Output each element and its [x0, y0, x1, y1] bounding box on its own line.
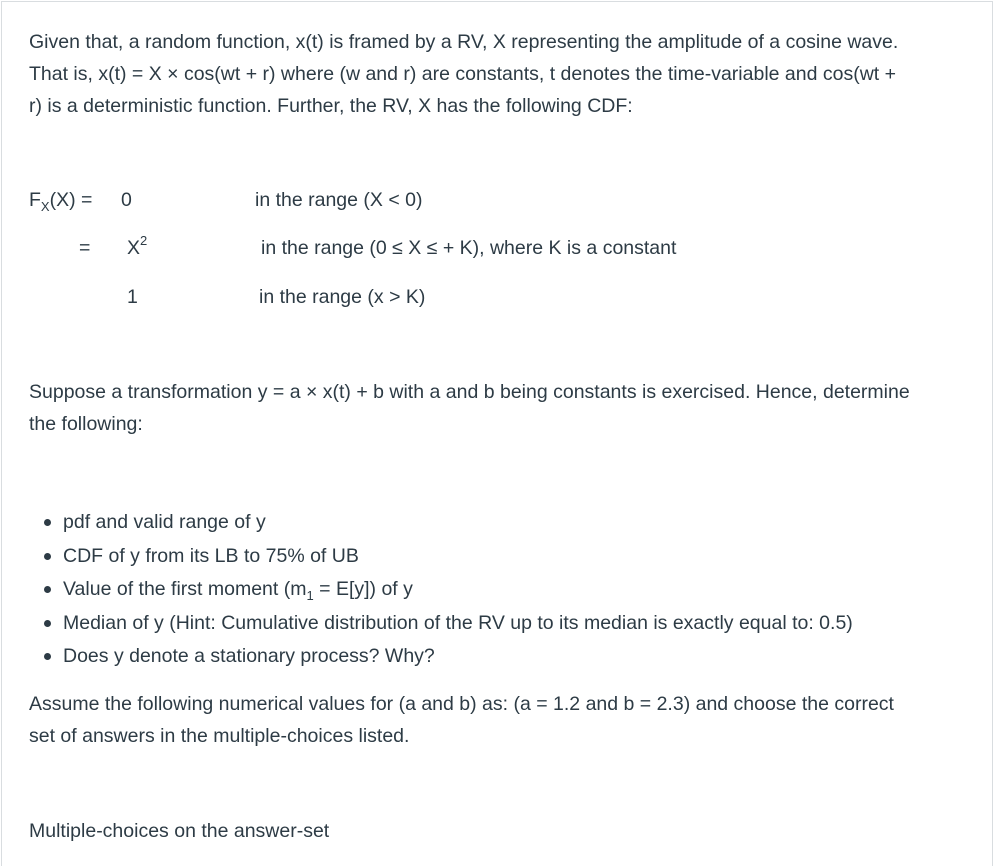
transformation-text: [29, 376, 974, 440]
cdf-row-1-range: in the range (X < 0): [255, 189, 423, 211]
multiple-choices-heading: Multiple-choices on the answer-set: [29, 820, 330, 842]
cdf-row-2-value: $X^2$: [127, 233, 148, 259]
cdf-row-1-value: 0: [121, 189, 132, 211]
cdf-lhs: $F_X(X)$ =: [29, 189, 93, 214]
cdf-row-2-equals: =: [79, 237, 91, 259]
cdf-row-2-range: in the range (0 ≤ X ≤ + K), where K is a constant: [261, 237, 677, 259]
task-list: [29, 506, 974, 674]
intro-line-3: r) is a deterministic function. Further, the RV, X has the following CDF:: [29, 95, 633, 117]
cdf-row-3-range: in the range (x > K): [259, 286, 426, 308]
list-item: Median of y (Hint: Cumulative distribution of the RV up to its median is exactly equal to: 0.5): [29, 607, 974, 641]
transform-line-2: the following:: [29, 413, 143, 435]
cdf-definition: [29, 184, 789, 324]
list-item: Value of the first moment $(m_1 = E[y])$ of y: [29, 573, 974, 607]
list-item: CDF of y from its LB to 75% of UB: [29, 540, 974, 574]
assume-line-1: Assume the following numerical values for (a and b) as: (a = 1.2 and b = 2.3) and choose the correct: [29, 693, 894, 715]
list-item: Does y denote a stationary process? Why?: [29, 640, 974, 674]
problem-intro: [29, 26, 969, 122]
transform-line-1: Suppose a transformation y = a × x(t) + b with a and b being constants is exercised. Hence, determine: [29, 381, 910, 403]
assume-line-2: set of answers in the multiple-choices listed.: [29, 725, 410, 747]
intro-line-1: Given that, a random function, x(t) is framed by a RV, X representing the amplitude of a cosine wave.: [29, 31, 899, 53]
cdf-row-3-value: 1: [127, 286, 138, 308]
intro-line-2: That is, x(t) = X × cos(wt + r) where (w and r) are constants, t denotes the time-variable and cos(wt +: [29, 63, 897, 85]
assumption-text: [29, 688, 974, 752]
list-item: pdf and valid range of y: [29, 506, 974, 540]
